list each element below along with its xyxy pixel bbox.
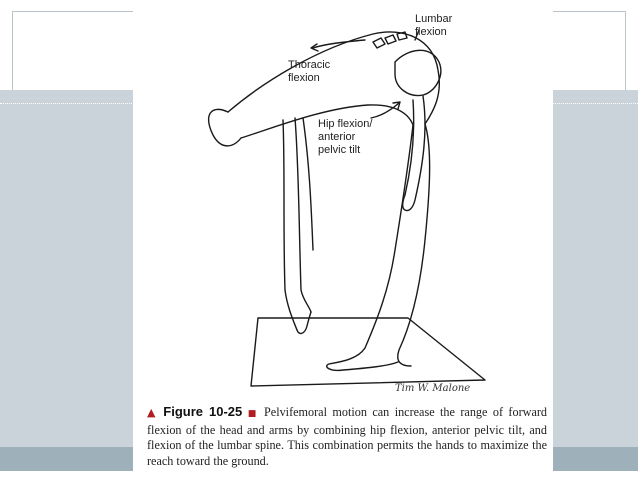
arm-front <box>283 120 297 330</box>
figure-caption <box>147 404 547 469</box>
caption-text: Pelvifemoral motion can increase the range of forward flexion of the head and arms by combining hip flexion, anterior pelvic tilt, and flexion of the lumbar spine. This combination permits the hands to maximize the reach toward the ground. <box>147 405 548 468</box>
thoracic-flexion-arrow <box>313 40 365 48</box>
label-hip-flexion: Hip flexion/ anterior pelvic tilt <box>318 118 373 156</box>
caption-marker-icon: ▲ <box>147 406 158 419</box>
caption-separator-icon: ■ <box>247 409 259 419</box>
slide-frame-right-rule <box>625 11 626 90</box>
hand <box>297 312 311 333</box>
leg-back <box>398 124 430 366</box>
leg-front <box>327 125 413 370</box>
lumbar-vertebrae <box>373 32 407 48</box>
figure-number: Figure 10-25 <box>163 404 243 419</box>
floor-mat <box>251 318 485 386</box>
femur <box>403 96 425 211</box>
label-lumbar-flexion: Lumbar flexion <box>415 13 453 38</box>
slide-frame-left-rule <box>12 11 13 90</box>
figure-panel <box>133 0 553 479</box>
head <box>209 109 241 146</box>
arm-front-inner <box>295 118 311 312</box>
arm-back <box>303 118 313 250</box>
forward-bend-illustration <box>133 0 553 400</box>
label-thoracic-flexion: Thoracic flexion <box>288 59 331 84</box>
artist-signature: Tim W. Malone <box>395 383 471 394</box>
